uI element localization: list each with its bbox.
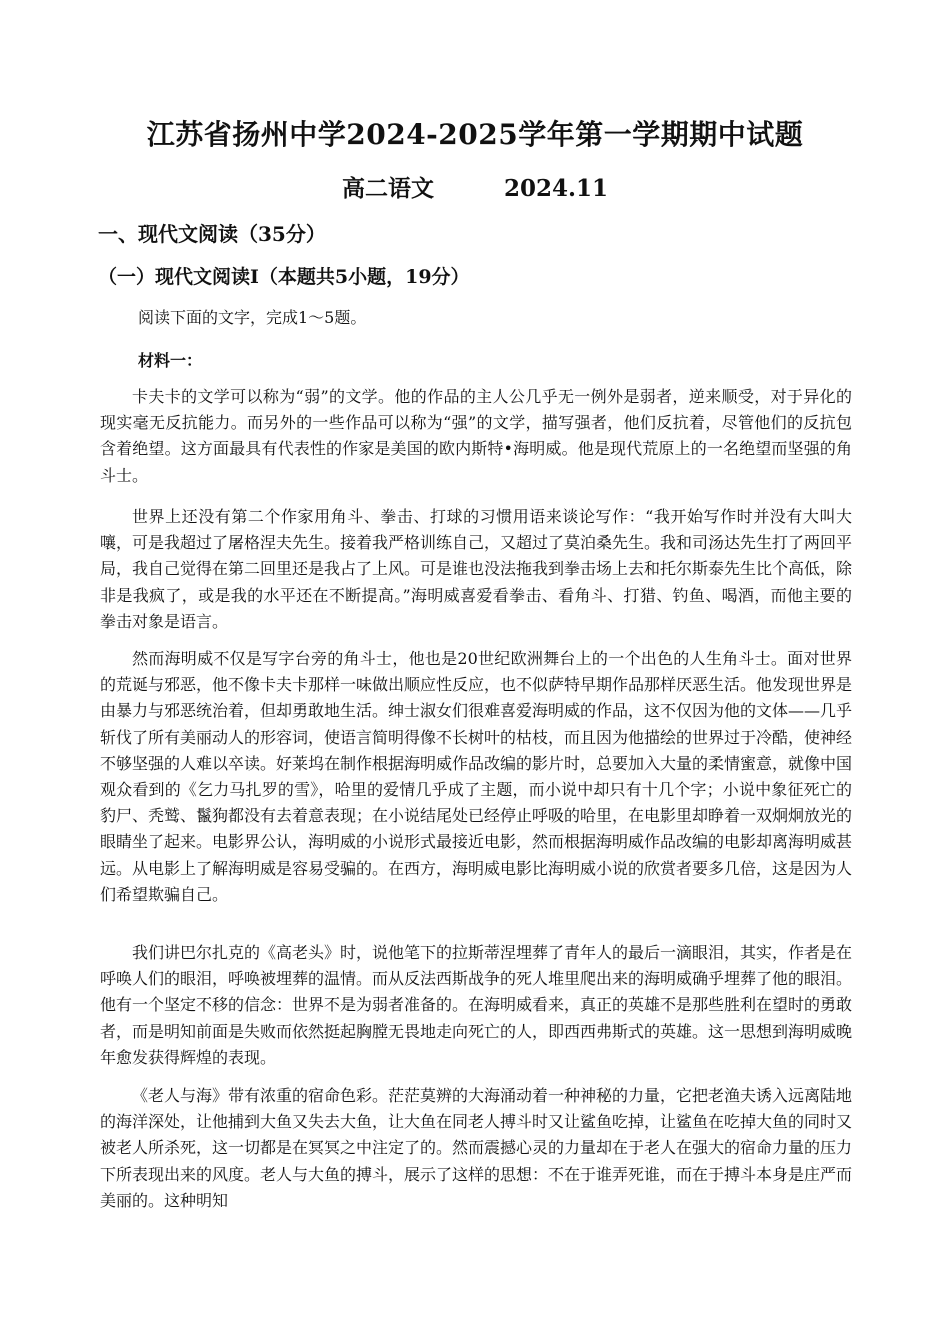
exam-title: 江苏省扬州中学2024-2025学年第一学期期中试题 bbox=[146, 118, 804, 151]
paragraph-3: 然而海明威不仅是写字台旁的角斗士，他也是20世纪欧洲舞台上的一个出色的人生角斗士。面对世界的荒诞与邪恶，他不像卡夫卡那样一味做出顺应性反应，也不似萨特早期作品那样厌恶生活。他发现世界是由暴力与邪恶统治着，但却勇敢地生活。绅士淑女们很难喜爱海明威的作品，这不仅因为他的文体——几乎斩伐了所有美丽动人的形容词，使语言简明得像不长树叶的枯枝，而且因为他描绘的世界过于冷酷，使神经不够坚强的人难以卒读。好莱坞在制作根据海明威作品改编的影片时，总要加入大量的柔情蜜意，就像中国观众看到的《乞力马扎罗的雪》，哈里的爱情几乎成了主题，而小说中却只有十几个字；小说中象征死亡的豹尸、秃鹫、鬣狗都没有去着意表现；在小说结尾处已经停止呼吸的哈里，在电影里却睁着一双炯炯放光的眼睛坐了起来。电影界公认，海明威的小说形式最接近电影，然而根据海明威作品改编的电影却离海明威甚远。从电影上了解海明威是容易受骗的。在西方，海明威电影比海明威小说的欣赏者要多几倍，这是因为人们希望欺骗自己。 bbox=[100, 649, 853, 904]
reading-instruction: 阅读下面的文字，完成1～5题。 bbox=[138, 308, 367, 327]
paragraph-2: 世界上还没有第二个作家用角斗、拳击、打球的习惯用语来谈论写作：“我开始写作时并没有大叫大嚷，可是我超过了屠格涅夫先生。接着我严格训练自己，又超过了莫泊桑先生。我和司汤达先生打了两回平局，我自己觉得在第二回里还是我占了上风。可是谁也没法拖我到拳击场上去和托尔斯泰先生比个高低，除非是我疯了，或是我的水平还在不断提高。”海明威喜爱看拳击、看角斗、打猎、钓鱼、喝酒，而他主要的拳击对象是语言。 bbox=[100, 507, 853, 631]
paragraph-4: 我们讲巴尔扎克的《高老头》时，说他笔下的拉斯蒂涅埋葬了青年人的最后一滴眼泪，其实，作者是在呼唤人们的眼泪，呼唤被埋葬的温情。而从反法西斯战争的死人堆里爬出来的海明威确乎埋葬了他的眼泪。他有一个坚定不移的信念：世界不是为弱者准备的。在海明威看来，真正的英雄不是那些胜利在望时的勇敢者，而是明知前面是失败而依然挺起胸膛无畏地走向死亡的人，即西西弗斯式的英雄。这一思想到海明威晚年愈发获得辉煌的表现。 bbox=[100, 943, 853, 1067]
subject-label: 高二语文 bbox=[341, 175, 434, 202]
exam-date: 2024.11 bbox=[503, 175, 609, 202]
paragraph-5: 《老人与海》带有浓重的宿命色彩。茫茫莫辨的大海涌动着一种神秘的力量，它把老渔夫诱入远离陆地的海洋深处，让他捕到大鱼又失去大鱼，让大鱼在同老人搏斗时又让鲨鱼吃掉，让鲨鱼在吃掉大鱼的同时又被老人所杀死，这一切都是在冥冥之中注定了的。然而震撼心灵的力量却在于老人在强大的宿命力量的压力下所表现出来的风度。老人与大鱼的搏斗，展示了这样的思想：不在于谁弄死谁，而在于搏斗本身是庄严而美丽的。这种明知 bbox=[100, 1086, 853, 1210]
section-heading: 一、现代文阅读（35分） bbox=[98, 222, 326, 246]
subsection-heading: （一）现代文阅读Ⅰ（本题共5小题，19分） bbox=[98, 266, 470, 288]
paragraph-1: 卡夫卡的文学可以称为“弱”的文学。他的作品的主人公几乎无一例外是弱者，逆来顺受，对于异化的现实毫无反抗能力。而另外的一些作品可以称为“强”的文学，描写强者，他们反抗着，尽管他们的反抗包含着绝望。这方面最具有代表性的作家是美国的欧内斯特•海明威。他是现代荒原上的一名绝望而坚强的角斗士。 bbox=[100, 387, 852, 485]
exam-subtitle bbox=[0, 170, 950, 203]
material-label: 材料一： bbox=[138, 351, 203, 370]
